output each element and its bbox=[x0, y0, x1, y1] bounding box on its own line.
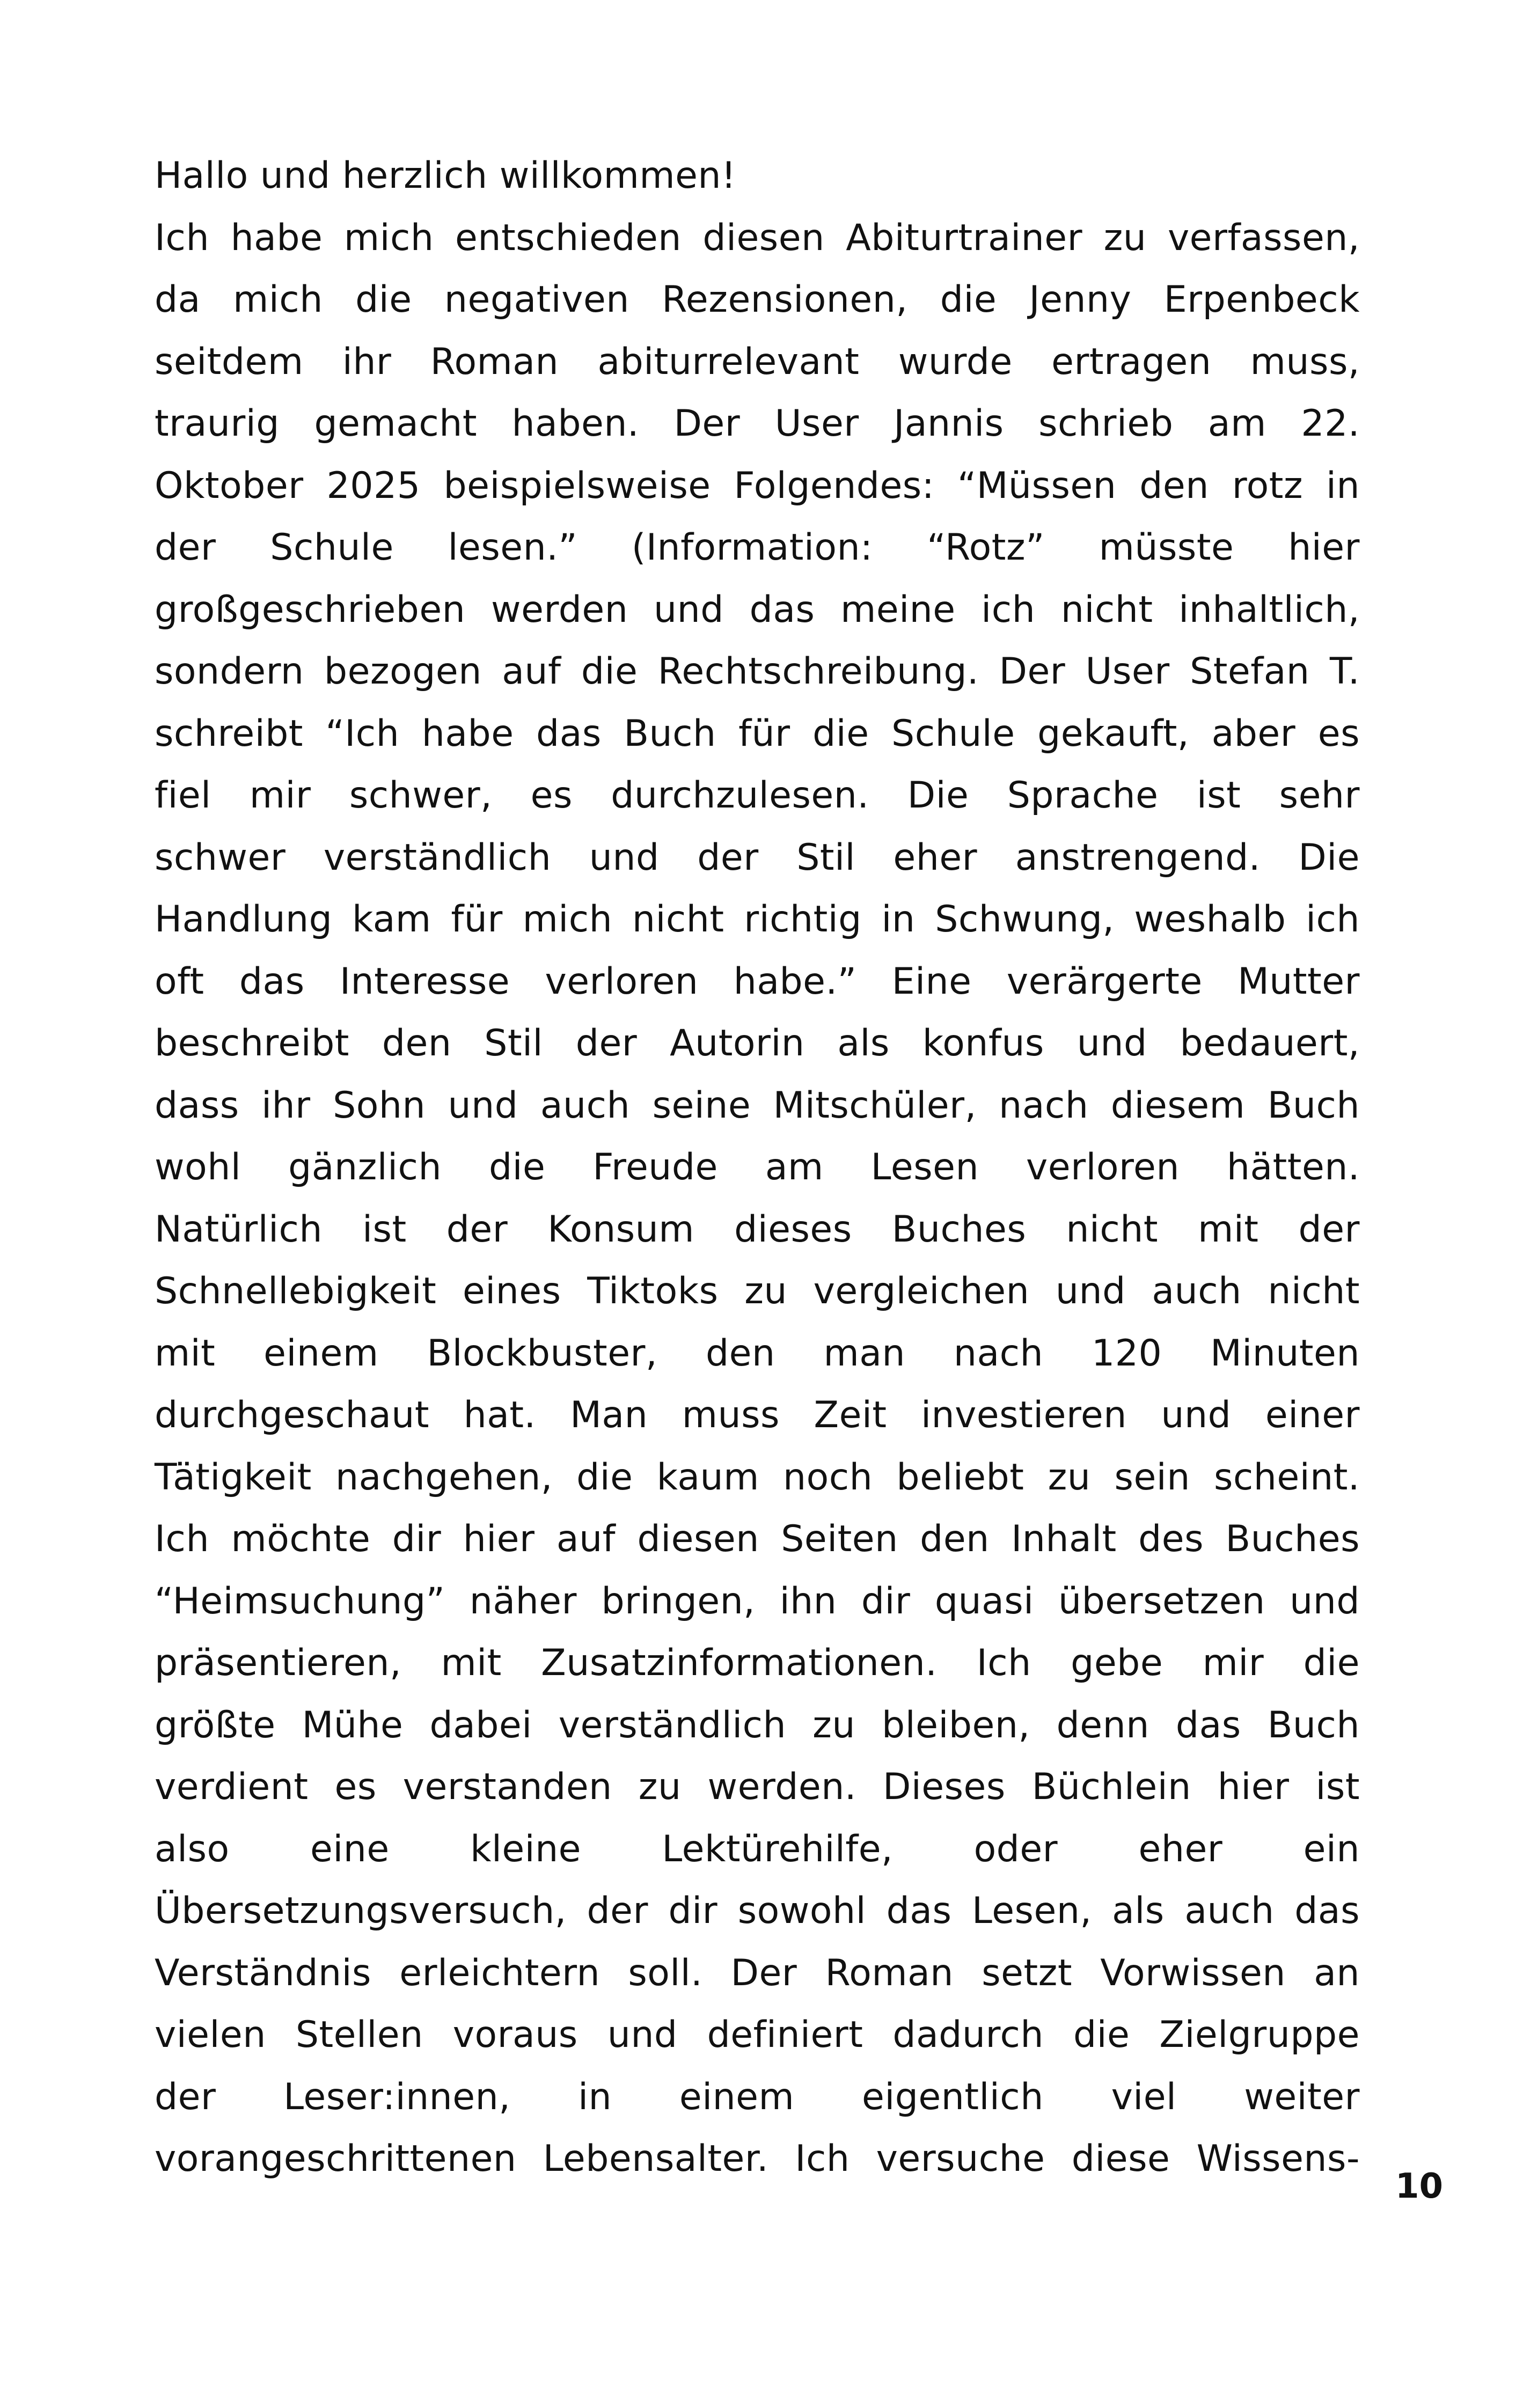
text-line: der Schule lesen.” (Information: “Rotz” müsste hier bbox=[155, 526, 1360, 569]
greeting-line: Hallo und herzlich willkommen! bbox=[155, 155, 736, 197]
text-line: sondern bezogen auf die Rechtschreibung. Der User Stefan T. bbox=[155, 650, 1360, 693]
text-line: also eine kleine Lektürehilfe, oder eher ein bbox=[155, 1827, 1360, 1870]
text-line: großgeschrieben werden und das meine ich nicht inhaltlich, bbox=[155, 588, 1360, 631]
text-line: Handlung kam für mich nicht richtig in Schwung, weshalb ich bbox=[155, 898, 1360, 941]
text-line: wohl gänzlich die Freude am Lesen verloren hätten. bbox=[155, 1146, 1360, 1188]
page-body bbox=[155, 145, 1360, 2190]
text-line: traurig gemacht haben. Der User Jannis schrieb am 22. bbox=[155, 402, 1360, 445]
text-line: durchgeschaut hat. Man muss Zeit investieren und einer bbox=[155, 1394, 1360, 1436]
text-line: schreibt “Ich habe das Buch für die Schule gekauft, aber es bbox=[155, 712, 1360, 755]
text-line: da mich die negativen Rezensionen, die Jenny Erpenbeck bbox=[155, 278, 1360, 321]
text-line: beschreibt den Stil der Autorin als konfus und bedauert, bbox=[155, 1022, 1360, 1064]
text-line: größte Mühe dabei verständlich zu bleiben, denn das Buch bbox=[155, 1704, 1360, 1746]
text-line: Ich möchte dir hier auf diesen Seiten den Inhalt des Buches bbox=[155, 1518, 1360, 1560]
text-line: oft das Interesse verloren habe.” Eine verärgerte Mutter bbox=[155, 960, 1360, 1003]
text-line: verdient es verstanden zu werden. Dieses Büchlein hier ist bbox=[155, 1766, 1360, 1808]
text-line: dass ihr Sohn und auch seine Mitschüler, nach diesem Buch bbox=[155, 1084, 1360, 1127]
text-line: Verständnis erleichtern soll. Der Roman setzt Vorwissen an bbox=[155, 1951, 1360, 1994]
text-line: Oktober 2025 beispielsweise Folgendes: “Müssen den rotz in bbox=[155, 464, 1360, 507]
text-line: vielen Stellen voraus und definiert dadurch die Zielgruppe bbox=[155, 2014, 1360, 2056]
text-line: Schnellebigkeit eines Tiktoks zu vergleichen und auch nicht bbox=[155, 1270, 1360, 1312]
text-line: Übersetzungsversuch, der dir sowohl das Lesen, als auch das bbox=[155, 1890, 1360, 1932]
text-line: der Leser:innen, in einem eigentlich viel weiter bbox=[155, 2075, 1360, 2118]
text-line: Tätigkeit nachgehen, die kaum noch beliebt zu sein scheint. bbox=[155, 1456, 1360, 1499]
text-line: schwer verständlich und der Stil eher anstrengend. Die bbox=[155, 836, 1360, 879]
text-line: präsentieren, mit Zusatzinformationen. Ich gebe mir die bbox=[155, 1642, 1360, 1684]
text-line: fiel mir schwer, es durchzulesen. Die Sprache ist sehr bbox=[155, 774, 1360, 817]
text-line: Natürlich ist der Konsum dieses Buches nicht mit der bbox=[155, 1208, 1360, 1251]
text-line: seitdem ihr Roman abiturrelevant wurde ertragen muss, bbox=[155, 340, 1360, 383]
text-line: Ich habe mich entschieden diesen Abiturtrainer zu verfassen, bbox=[155, 216, 1360, 259]
page-number: 10 bbox=[1395, 2167, 1444, 2206]
text-line: vorangeschrittenen Lebensalter. Ich versuche diese Wissens- bbox=[155, 2138, 1360, 2180]
text-line: mit einem Blockbuster, den man nach 120 Minuten bbox=[155, 1332, 1360, 1375]
text-line: “Heimsuchung” näher bringen, ihn dir quasi übersetzen und bbox=[155, 1580, 1360, 1623]
